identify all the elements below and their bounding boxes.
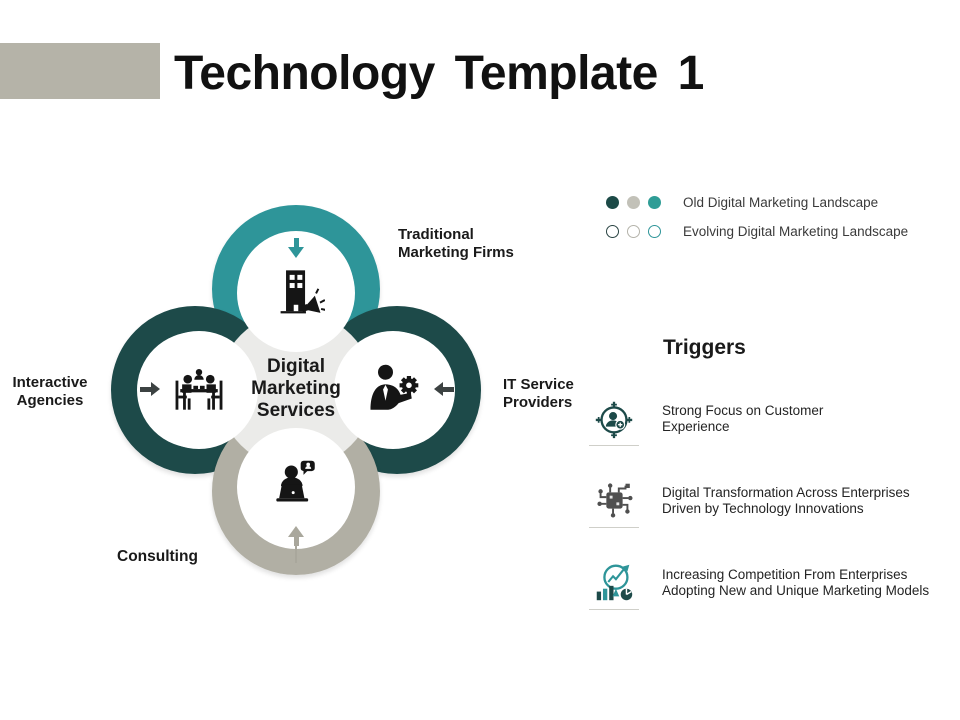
legend (606, 195, 908, 253)
trigger-text-line: Driven by Technology Innovations (662, 501, 864, 516)
building-megaphone-icon (267, 264, 325, 322)
arrow-head (288, 526, 304, 537)
legend-ring-teal-icon (648, 225, 661, 238)
legend-row-evolving (606, 224, 908, 238)
arrow-head (151, 382, 160, 396)
arrow-head (288, 247, 304, 258)
trigger-icon-col (588, 558, 640, 610)
arrow-stem (443, 387, 454, 392)
arrow-stem (294, 537, 299, 546)
center-title-line: Marketing (251, 378, 341, 399)
label-traditional-marketing-firms (398, 226, 514, 262)
trigger-item-digital-transformation (588, 476, 910, 528)
trigger-text-line: Experience (662, 419, 730, 434)
arrow-stem (140, 387, 151, 392)
trigger-text-line: Strong Focus on Customer (662, 403, 824, 418)
trigger-underline (589, 609, 639, 610)
arrow-up-icon (288, 526, 304, 563)
legend-ring-dark-teal-icon (606, 225, 619, 238)
title-accent-bar (0, 43, 160, 99)
circuit-chip-icon (591, 476, 637, 524)
customer-target-icon (591, 394, 637, 442)
trigger-text-line: Increasing Competition From Enterprises (662, 567, 908, 582)
arrow-stem (294, 238, 299, 247)
center-title-line: Services (256, 400, 336, 421)
label-line: IT Service (503, 376, 574, 393)
center-title (218, 356, 374, 422)
arrow-tail (295, 546, 297, 563)
label-line: Marketing Firms (398, 244, 514, 261)
legend-label: Old Digital Marketing Landscape (683, 194, 879, 210)
label-line: Providers (503, 394, 573, 411)
legend-dot-teal-icon (648, 196, 661, 209)
label-line: Consulting (117, 548, 198, 565)
legend-dot-dark-teal-icon (606, 196, 619, 209)
label-interactive-agencies (6, 374, 94, 410)
trigger-text-line: Adopting New and Unique Marketing Models (662, 583, 930, 598)
trigger-icon-col (588, 394, 640, 446)
trigger-underline (589, 527, 639, 528)
arrow-down-icon (288, 238, 304, 258)
trigger-item-customer-experience (588, 394, 823, 446)
trigger-text (662, 394, 823, 435)
label-line: Traditional (398, 226, 474, 243)
arrow-right-icon (140, 382, 160, 396)
person-laptop-chat-icon (266, 457, 326, 517)
legend-dot-gray-icon (627, 196, 640, 209)
trigger-text (662, 558, 929, 599)
trigger-icon-col (588, 476, 640, 528)
trigger-underline (589, 445, 639, 446)
arrow-head (434, 382, 443, 396)
label-line: Agencies (16, 392, 84, 409)
legend-ring-gray-icon (627, 225, 640, 238)
triggers-heading: Triggers (663, 336, 746, 359)
legend-row-old (606, 195, 908, 209)
legend-label: Evolving Digital Marketing Landscape (683, 223, 909, 239)
center-title-line: Digital (266, 356, 326, 377)
label-it-service-providers (503, 376, 574, 412)
label-consulting (117, 548, 198, 566)
growth-analysis-icon (591, 558, 637, 606)
arrow-left-icon (434, 382, 454, 396)
trigger-text-line: Digital Transformation Across Enterprises (662, 485, 910, 500)
page-title: Technology Template 1 (174, 47, 704, 100)
trigger-text (662, 476, 910, 517)
label-line: Interactive (12, 374, 88, 391)
trigger-item-increasing-competition (588, 558, 929, 610)
